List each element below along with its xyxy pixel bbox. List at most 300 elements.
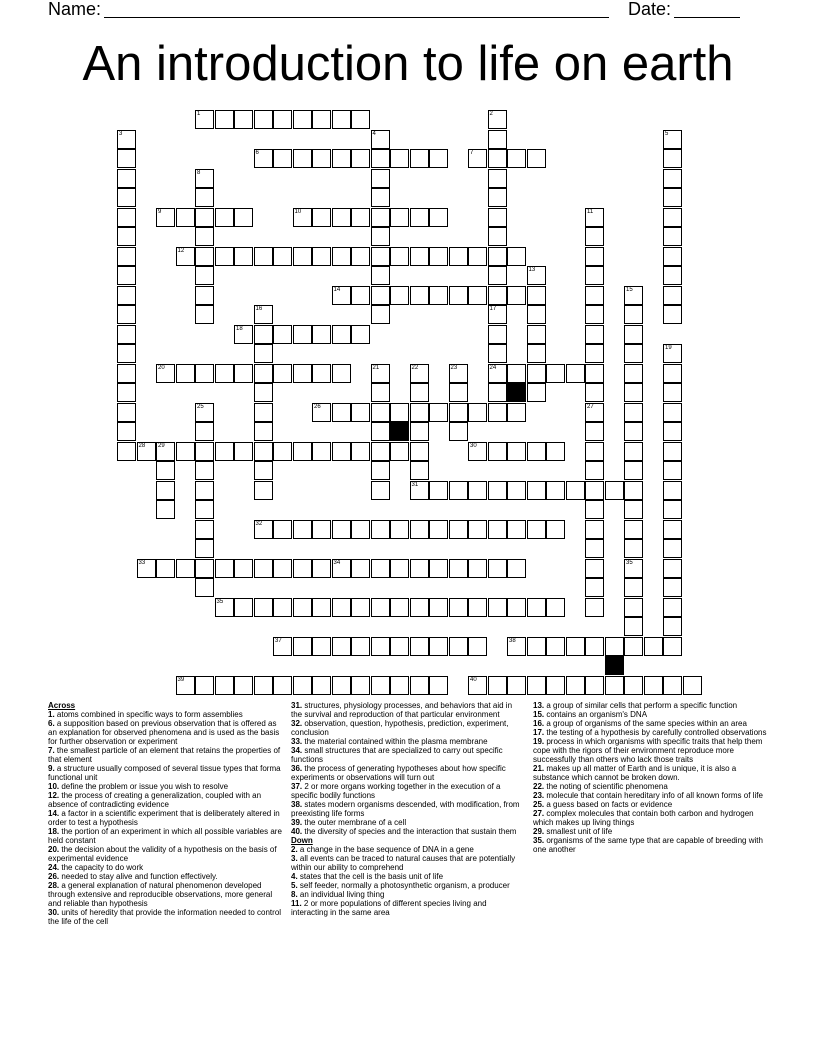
grid-cell[interactable] xyxy=(663,520,682,539)
grid-cell[interactable] xyxy=(624,598,643,617)
grid-cell[interactable] xyxy=(585,325,604,344)
grid-cell[interactable] xyxy=(468,247,487,266)
grid-cell[interactable] xyxy=(624,422,643,441)
grid-cell[interactable] xyxy=(468,559,487,578)
grid-cell[interactable] xyxy=(117,344,136,363)
grid-cell[interactable] xyxy=(195,442,214,461)
grid-cell[interactable] xyxy=(468,481,487,500)
grid-cell[interactable] xyxy=(351,403,370,422)
grid-cell[interactable] xyxy=(585,266,604,285)
grid-cell[interactable] xyxy=(663,403,682,422)
grid-cell[interactable] xyxy=(371,266,390,285)
grid-cell[interactable] xyxy=(215,110,234,129)
grid-cell[interactable] xyxy=(254,461,273,480)
grid-cell[interactable] xyxy=(429,286,448,305)
grid-cell[interactable] xyxy=(663,676,682,695)
grid-cell[interactable] xyxy=(293,325,312,344)
grid-cell[interactable] xyxy=(624,461,643,480)
grid-cell[interactable] xyxy=(429,637,448,656)
grid-cell[interactable] xyxy=(273,559,292,578)
grid-cell[interactable] xyxy=(488,676,507,695)
grid-cell[interactable] xyxy=(195,169,214,188)
grid-cell[interactable] xyxy=(624,559,643,578)
grid-cell[interactable] xyxy=(312,325,331,344)
grid-cell[interactable] xyxy=(351,247,370,266)
grid-cell[interactable] xyxy=(371,461,390,480)
grid-cell[interactable] xyxy=(293,676,312,695)
grid-cell[interactable] xyxy=(137,442,156,461)
grid-cell[interactable] xyxy=(624,325,643,344)
grid-cell[interactable] xyxy=(273,637,292,656)
grid-cell[interactable] xyxy=(234,247,253,266)
grid-cell[interactable] xyxy=(429,247,448,266)
grid-cell[interactable] xyxy=(351,598,370,617)
grid-cell[interactable] xyxy=(546,637,565,656)
grid-cell[interactable] xyxy=(507,286,526,305)
grid-cell[interactable] xyxy=(390,598,409,617)
grid-cell[interactable] xyxy=(488,344,507,363)
grid-cell[interactable] xyxy=(254,325,273,344)
grid-cell[interactable] xyxy=(585,461,604,480)
grid-cell[interactable] xyxy=(390,442,409,461)
grid-cell[interactable] xyxy=(449,598,468,617)
grid-cell[interactable] xyxy=(176,676,195,695)
grid-cell[interactable] xyxy=(215,598,234,617)
grid-cell[interactable] xyxy=(195,422,214,441)
grid-cell[interactable] xyxy=(312,598,331,617)
grid-cell[interactable] xyxy=(546,598,565,617)
grid-cell[interactable] xyxy=(449,520,468,539)
grid-cell[interactable] xyxy=(117,169,136,188)
grid-cell[interactable] xyxy=(546,520,565,539)
grid-cell[interactable] xyxy=(254,481,273,500)
grid-cell[interactable] xyxy=(488,364,507,383)
grid-cell[interactable] xyxy=(254,383,273,402)
grid-cell[interactable] xyxy=(273,598,292,617)
grid-cell[interactable] xyxy=(351,110,370,129)
grid-cell[interactable] xyxy=(254,676,273,695)
grid-cell[interactable] xyxy=(351,149,370,168)
grid-cell[interactable] xyxy=(215,247,234,266)
grid-cell[interactable] xyxy=(605,481,624,500)
grid-cell[interactable] xyxy=(624,676,643,695)
grid-cell[interactable] xyxy=(449,481,468,500)
grid-cell[interactable] xyxy=(410,520,429,539)
grid-cell[interactable] xyxy=(371,286,390,305)
grid-cell[interactable] xyxy=(195,520,214,539)
grid-cell[interactable] xyxy=(410,286,429,305)
grid-cell[interactable] xyxy=(176,247,195,266)
grid-cell[interactable] xyxy=(312,676,331,695)
grid-cell[interactable] xyxy=(566,481,585,500)
grid-cell[interactable] xyxy=(527,637,546,656)
grid-cell[interactable] xyxy=(527,676,546,695)
grid-cell[interactable] xyxy=(566,637,585,656)
grid-cell[interactable] xyxy=(254,149,273,168)
grid-cell[interactable] xyxy=(527,344,546,363)
grid-cell[interactable] xyxy=(195,266,214,285)
grid-cell[interactable] xyxy=(117,305,136,324)
grid-cell[interactable] xyxy=(624,539,643,558)
grid-cell[interactable] xyxy=(371,305,390,324)
grid-cell[interactable] xyxy=(488,325,507,344)
grid-cell[interactable] xyxy=(449,286,468,305)
grid-cell[interactable] xyxy=(488,403,507,422)
grid-cell[interactable] xyxy=(195,403,214,422)
grid-cell[interactable] xyxy=(507,637,526,656)
grid-cell[interactable] xyxy=(566,364,585,383)
grid-cell[interactable] xyxy=(488,130,507,149)
grid-cell[interactable] xyxy=(117,383,136,402)
grid-cell[interactable] xyxy=(351,208,370,227)
grid-cell[interactable] xyxy=(195,559,214,578)
grid-cell[interactable] xyxy=(176,559,195,578)
grid-cell[interactable] xyxy=(351,325,370,344)
grid-cell[interactable] xyxy=(117,403,136,422)
grid-cell[interactable] xyxy=(117,422,136,441)
grid-cell[interactable] xyxy=(527,266,546,285)
grid-cell[interactable] xyxy=(663,247,682,266)
grid-cell[interactable] xyxy=(371,169,390,188)
grid-cell[interactable] xyxy=(332,637,351,656)
grid-cell[interactable] xyxy=(410,247,429,266)
grid-cell[interactable] xyxy=(371,227,390,246)
grid-cell[interactable] xyxy=(605,676,624,695)
grid-cell[interactable] xyxy=(390,286,409,305)
grid-cell[interactable] xyxy=(585,344,604,363)
grid-cell[interactable] xyxy=(332,110,351,129)
grid-cell[interactable] xyxy=(195,578,214,597)
grid-cell[interactable] xyxy=(663,364,682,383)
grid-cell[interactable] xyxy=(468,403,487,422)
grid-cell[interactable] xyxy=(410,637,429,656)
grid-cell[interactable] xyxy=(663,208,682,227)
grid-cell[interactable] xyxy=(254,305,273,324)
grid-cell[interactable] xyxy=(254,364,273,383)
grid-cell[interactable] xyxy=(156,559,175,578)
grid-cell[interactable] xyxy=(293,442,312,461)
grid-cell[interactable] xyxy=(293,208,312,227)
grid-cell[interactable] xyxy=(585,247,604,266)
grid-cell[interactable] xyxy=(332,286,351,305)
grid-cell[interactable] xyxy=(117,266,136,285)
grid-cell[interactable] xyxy=(254,110,273,129)
grid-cell[interactable] xyxy=(371,520,390,539)
grid-cell[interactable] xyxy=(624,286,643,305)
grid-cell[interactable] xyxy=(390,637,409,656)
grid-cell[interactable] xyxy=(663,442,682,461)
grid-cell[interactable] xyxy=(332,559,351,578)
grid-cell[interactable] xyxy=(234,442,253,461)
grid-cell[interactable] xyxy=(117,247,136,266)
grid-cell[interactable] xyxy=(663,539,682,558)
grid-cell[interactable] xyxy=(215,676,234,695)
grid-cell[interactable] xyxy=(332,598,351,617)
grid-cell[interactable] xyxy=(332,520,351,539)
grid-cell[interactable] xyxy=(663,598,682,617)
grid-cell[interactable] xyxy=(624,403,643,422)
grid-cell[interactable] xyxy=(312,520,331,539)
grid-cell[interactable] xyxy=(195,305,214,324)
grid-cell[interactable] xyxy=(585,500,604,519)
grid-cell[interactable] xyxy=(585,286,604,305)
grid-cell[interactable] xyxy=(507,559,526,578)
grid-cell[interactable] xyxy=(117,208,136,227)
grid-cell[interactable] xyxy=(585,676,604,695)
grid-cell[interactable] xyxy=(410,149,429,168)
grid-cell[interactable] xyxy=(254,520,273,539)
grid-cell[interactable] xyxy=(585,637,604,656)
grid-cell[interactable] xyxy=(546,481,565,500)
grid-cell[interactable] xyxy=(351,442,370,461)
grid-cell[interactable] xyxy=(351,520,370,539)
grid-cell[interactable] xyxy=(371,208,390,227)
grid-cell[interactable] xyxy=(195,247,214,266)
grid-cell[interactable] xyxy=(293,637,312,656)
grid-cell[interactable] xyxy=(312,442,331,461)
grid-cell[interactable] xyxy=(234,676,253,695)
grid-cell[interactable] xyxy=(312,559,331,578)
grid-cell[interactable] xyxy=(663,481,682,500)
grid-cell[interactable] xyxy=(195,481,214,500)
grid-cell[interactable] xyxy=(683,676,702,695)
grid-cell[interactable] xyxy=(293,110,312,129)
grid-cell[interactable] xyxy=(332,442,351,461)
grid-cell[interactable] xyxy=(663,188,682,207)
grid-cell[interactable] xyxy=(546,676,565,695)
grid-cell[interactable] xyxy=(663,169,682,188)
grid-cell[interactable] xyxy=(312,208,331,227)
grid-cell[interactable] xyxy=(137,559,156,578)
grid-cell[interactable] xyxy=(371,383,390,402)
grid-cell[interactable] xyxy=(410,598,429,617)
grid-cell[interactable] xyxy=(429,149,448,168)
grid-cell[interactable] xyxy=(332,325,351,344)
grid-cell[interactable] xyxy=(176,442,195,461)
grid-cell[interactable] xyxy=(371,247,390,266)
grid-cell[interactable] xyxy=(605,637,624,656)
grid-cell[interactable] xyxy=(195,286,214,305)
grid-cell[interactable] xyxy=(234,598,253,617)
grid-cell[interactable] xyxy=(371,442,390,461)
grid-cell[interactable] xyxy=(332,247,351,266)
grid-cell[interactable] xyxy=(371,403,390,422)
grid-cell[interactable] xyxy=(176,208,195,227)
grid-cell[interactable] xyxy=(449,559,468,578)
grid-cell[interactable] xyxy=(527,364,546,383)
grid-cell[interactable] xyxy=(351,286,370,305)
grid-cell[interactable] xyxy=(663,637,682,656)
grid-cell[interactable] xyxy=(371,130,390,149)
grid-cell[interactable] xyxy=(273,247,292,266)
grid-cell[interactable] xyxy=(410,364,429,383)
grid-cell[interactable] xyxy=(468,442,487,461)
grid-cell[interactable] xyxy=(195,364,214,383)
grid-cell[interactable] xyxy=(488,559,507,578)
grid-cell[interactable] xyxy=(195,500,214,519)
grid-cell[interactable] xyxy=(488,208,507,227)
grid-cell[interactable] xyxy=(371,422,390,441)
grid-cell[interactable] xyxy=(390,559,409,578)
grid-cell[interactable] xyxy=(527,598,546,617)
grid-cell[interactable] xyxy=(312,247,331,266)
grid-cell[interactable] xyxy=(488,247,507,266)
grid-cell[interactable] xyxy=(312,403,331,422)
grid-cell[interactable] xyxy=(507,247,526,266)
grid-cell[interactable] xyxy=(527,481,546,500)
grid-cell[interactable] xyxy=(410,559,429,578)
grid-cell[interactable] xyxy=(624,442,643,461)
grid-cell[interactable] xyxy=(585,364,604,383)
grid-cell[interactable] xyxy=(507,481,526,500)
grid-cell[interactable] xyxy=(527,286,546,305)
grid-cell[interactable] xyxy=(117,364,136,383)
grid-cell[interactable] xyxy=(585,442,604,461)
grid-cell[interactable] xyxy=(410,676,429,695)
grid-cell[interactable] xyxy=(507,520,526,539)
grid-cell[interactable] xyxy=(117,188,136,207)
grid-cell[interactable] xyxy=(429,559,448,578)
grid-cell[interactable] xyxy=(176,364,195,383)
grid-cell[interactable] xyxy=(585,422,604,441)
grid-cell[interactable] xyxy=(546,364,565,383)
grid-cell[interactable] xyxy=(468,598,487,617)
grid-cell[interactable] xyxy=(273,442,292,461)
grid-cell[interactable] xyxy=(371,188,390,207)
grid-cell[interactable] xyxy=(488,110,507,129)
grid-cell[interactable] xyxy=(254,344,273,363)
grid-cell[interactable] xyxy=(117,442,136,461)
grid-cell[interactable] xyxy=(234,110,253,129)
grid-cell[interactable] xyxy=(507,364,526,383)
grid-cell[interactable] xyxy=(117,286,136,305)
grid-cell[interactable] xyxy=(663,266,682,285)
grid-cell[interactable] xyxy=(371,149,390,168)
grid-cell[interactable] xyxy=(215,442,234,461)
grid-cell[interactable] xyxy=(410,383,429,402)
grid-cell[interactable] xyxy=(624,520,643,539)
grid-cell[interactable] xyxy=(585,227,604,246)
grid-cell[interactable] xyxy=(507,676,526,695)
grid-cell[interactable] xyxy=(663,227,682,246)
grid-cell[interactable] xyxy=(449,247,468,266)
grid-cell[interactable] xyxy=(527,442,546,461)
grid-cell[interactable] xyxy=(488,598,507,617)
grid-cell[interactable] xyxy=(195,461,214,480)
grid-cell[interactable] xyxy=(585,481,604,500)
grid-cell[interactable] xyxy=(488,442,507,461)
grid-cell[interactable] xyxy=(215,364,234,383)
grid-cell[interactable] xyxy=(488,188,507,207)
grid-cell[interactable] xyxy=(351,637,370,656)
grid-cell[interactable] xyxy=(293,598,312,617)
grid-cell[interactable] xyxy=(390,676,409,695)
grid-cell[interactable] xyxy=(449,403,468,422)
grid-cell[interactable] xyxy=(624,617,643,636)
grid-cell[interactable] xyxy=(332,149,351,168)
grid-cell[interactable] xyxy=(410,481,429,500)
grid-cell[interactable] xyxy=(663,344,682,363)
grid-cell[interactable] xyxy=(293,520,312,539)
grid-cell[interactable] xyxy=(117,130,136,149)
grid-cell[interactable] xyxy=(254,559,273,578)
grid-cell[interactable] xyxy=(488,169,507,188)
grid-cell[interactable] xyxy=(117,149,136,168)
grid-cell[interactable] xyxy=(663,461,682,480)
grid-cell[interactable] xyxy=(546,442,565,461)
grid-cell[interactable] xyxy=(624,637,643,656)
grid-cell[interactable] xyxy=(312,149,331,168)
grid-cell[interactable] xyxy=(449,383,468,402)
grid-cell[interactable] xyxy=(507,149,526,168)
grid-cell[interactable] xyxy=(254,403,273,422)
grid-cell[interactable] xyxy=(624,481,643,500)
grid-cell[interactable] xyxy=(488,481,507,500)
grid-cell[interactable] xyxy=(585,208,604,227)
grid-cell[interactable] xyxy=(156,500,175,519)
grid-cell[interactable] xyxy=(663,500,682,519)
grid-cell[interactable] xyxy=(273,364,292,383)
grid-cell[interactable] xyxy=(215,559,234,578)
grid-cell[interactable] xyxy=(273,676,292,695)
grid-cell[interactable] xyxy=(663,305,682,324)
grid-cell[interactable] xyxy=(351,559,370,578)
grid-cell[interactable] xyxy=(585,403,604,422)
grid-cell[interactable] xyxy=(234,364,253,383)
grid-cell[interactable] xyxy=(468,637,487,656)
grid-cell[interactable] xyxy=(293,364,312,383)
grid-cell[interactable] xyxy=(488,383,507,402)
grid-cell[interactable] xyxy=(410,403,429,422)
grid-cell[interactable] xyxy=(663,130,682,149)
grid-cell[interactable] xyxy=(429,676,448,695)
grid-cell[interactable] xyxy=(371,364,390,383)
grid-cell[interactable] xyxy=(566,676,585,695)
grid-cell[interactable] xyxy=(273,110,292,129)
grid-cell[interactable] xyxy=(273,520,292,539)
grid-cell[interactable] xyxy=(293,149,312,168)
grid-cell[interactable] xyxy=(663,578,682,597)
grid-cell[interactable] xyxy=(527,383,546,402)
grid-cell[interactable] xyxy=(429,598,448,617)
grid-cell[interactable] xyxy=(585,578,604,597)
grid-cell[interactable] xyxy=(624,305,643,324)
grid-cell[interactable] xyxy=(663,559,682,578)
grid-cell[interactable] xyxy=(468,676,487,695)
grid-cell[interactable] xyxy=(585,520,604,539)
grid-cell[interactable] xyxy=(429,403,448,422)
grid-cell[interactable] xyxy=(390,403,409,422)
grid-cell[interactable] xyxy=(215,208,234,227)
grid-cell[interactable] xyxy=(468,520,487,539)
grid-cell[interactable] xyxy=(254,247,273,266)
grid-cell[interactable] xyxy=(195,539,214,558)
grid-cell[interactable] xyxy=(429,481,448,500)
grid-cell[interactable] xyxy=(624,578,643,597)
grid-cell[interactable] xyxy=(468,286,487,305)
grid-cell[interactable] xyxy=(507,403,526,422)
grid-cell[interactable] xyxy=(410,442,429,461)
grid-cell[interactable] xyxy=(624,383,643,402)
grid-cell[interactable] xyxy=(488,149,507,168)
grid-cell[interactable] xyxy=(234,208,253,227)
grid-cell[interactable] xyxy=(527,149,546,168)
grid-cell[interactable] xyxy=(488,520,507,539)
grid-cell[interactable] xyxy=(156,461,175,480)
grid-cell[interactable] xyxy=(234,559,253,578)
grid-cell[interactable] xyxy=(371,676,390,695)
grid-cell[interactable] xyxy=(312,364,331,383)
